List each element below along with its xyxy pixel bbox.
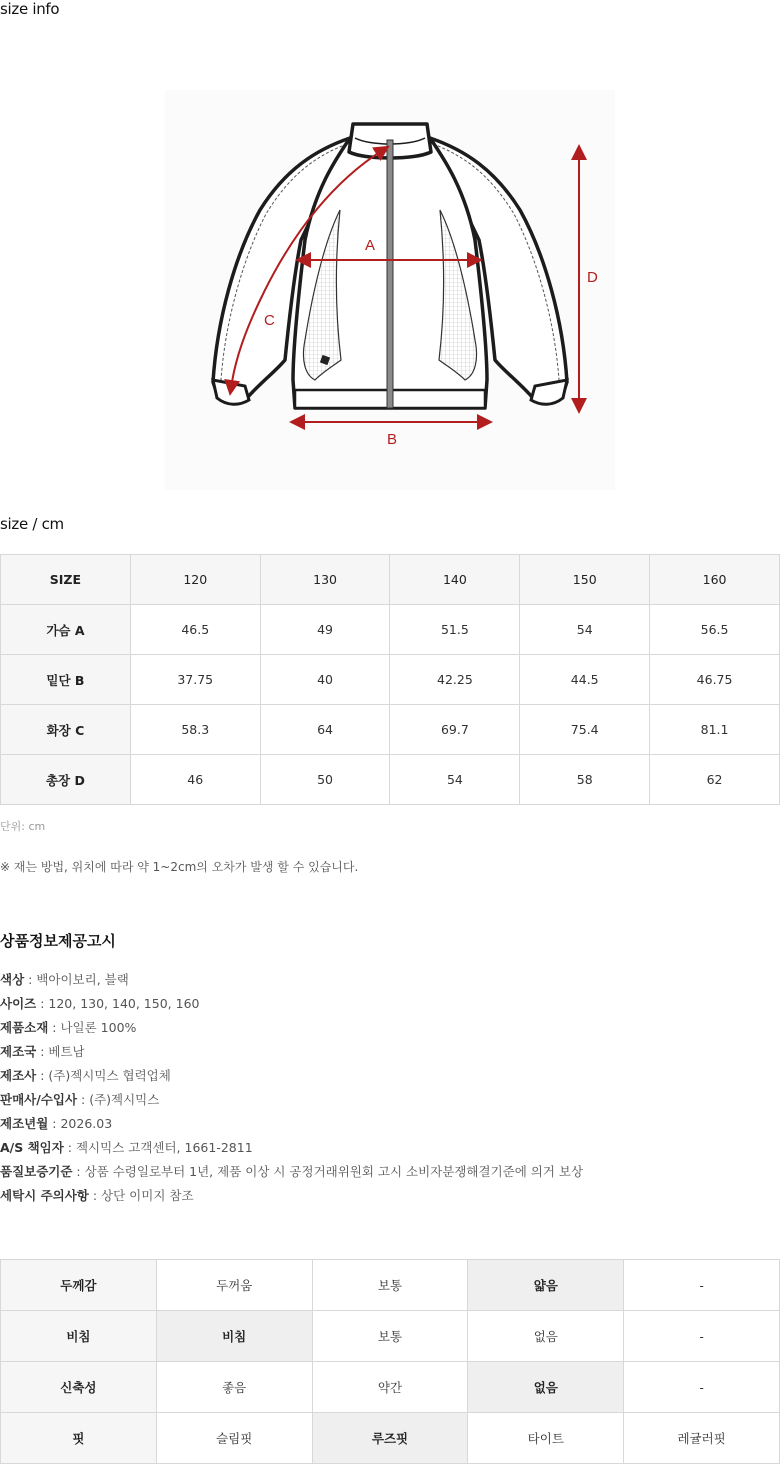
table-cell: 46 xyxy=(130,755,260,805)
row-label: 화장 C xyxy=(1,705,131,755)
label-c: C xyxy=(264,312,275,329)
notice-value: : 120, 130, 140, 150, 160 xyxy=(36,996,200,1011)
table-row xyxy=(1,1362,780,1413)
attribute-option: 타이트 xyxy=(468,1413,624,1464)
table-row xyxy=(1,755,780,805)
attribute-option: - xyxy=(624,1362,780,1413)
attribute-option: 얇음 xyxy=(468,1260,624,1311)
attribute-label: 비침 xyxy=(1,1311,157,1362)
notice-value: : 젝시믹스 고객센터, 1661-2811 xyxy=(63,1140,253,1155)
attribute-label: 신축성 xyxy=(1,1362,157,1413)
list-item xyxy=(0,970,583,994)
table-cell: 44.5 xyxy=(520,655,650,705)
notice-value: : 백아이보리, 블랙 xyxy=(24,972,129,987)
notice-label: 제조년월 xyxy=(0,1116,49,1131)
table-row xyxy=(1,1413,780,1464)
notice-label: 제조국 xyxy=(0,1044,37,1059)
notice-label: 색상 xyxy=(0,972,25,987)
notice-value: : 베트남 xyxy=(36,1044,85,1059)
list-item xyxy=(0,1114,583,1138)
attribute-option: - xyxy=(624,1311,780,1362)
table-cell: 42.25 xyxy=(390,655,520,705)
table-cell: 50 xyxy=(260,755,390,805)
attribute-label: 핏 xyxy=(1,1413,157,1464)
table-cell: 54 xyxy=(390,755,520,805)
notice-value: : 상단 이미지 참조 xyxy=(88,1188,194,1203)
notice-value: : (주)젝시믹스 협력업체 xyxy=(36,1068,171,1083)
notice-label: 사이즈 xyxy=(0,996,37,1011)
table-row xyxy=(1,1260,780,1311)
label-b: B xyxy=(387,431,398,448)
table-row xyxy=(1,605,780,655)
unit-note: 단위: cm xyxy=(0,820,46,833)
attribute-option: 좋음 xyxy=(156,1362,312,1413)
size-col-header: 140 xyxy=(390,555,520,605)
table-cell: 37.75 xyxy=(130,655,260,705)
size-col-header: 130 xyxy=(260,555,390,605)
table-cell: 40 xyxy=(260,655,390,705)
table-row xyxy=(1,655,780,705)
attribute-option: 슬림핏 xyxy=(156,1413,312,1464)
notice-label: 제품소재 xyxy=(0,1020,49,1035)
jacket-size-diagram xyxy=(165,90,615,490)
notice-label: 제조사 xyxy=(0,1068,37,1083)
table-cell: 75.4 xyxy=(520,705,650,755)
product-attribute-table xyxy=(0,1259,780,1464)
size-corner-cell: SIZE xyxy=(1,555,131,605)
table-cell: 64 xyxy=(260,705,390,755)
measurement-note: ※ 재는 방법, 위치에 따라 약 1~2cm의 오차가 발생 할 수 있습니다. xyxy=(0,860,359,874)
list-item xyxy=(0,1018,583,1042)
notice-label: 품질보증기준 xyxy=(0,1164,73,1179)
row-label: 밑단 B xyxy=(1,655,131,705)
table-cell: 46.5 xyxy=(130,605,260,655)
attribute-option: 보통 xyxy=(312,1311,468,1362)
table-cell: 58.3 xyxy=(130,705,260,755)
table-cell: 62 xyxy=(650,755,780,805)
size-col-header: 150 xyxy=(520,555,650,605)
notice-label: 판매사/수입사 xyxy=(0,1092,78,1107)
attribute-option: 없음 xyxy=(468,1311,624,1362)
attribute-option: 보통 xyxy=(312,1260,468,1311)
size-col-header: 160 xyxy=(650,555,780,605)
notice-label: A/S 책임자 xyxy=(0,1140,64,1155)
table-cell: 58 xyxy=(520,755,650,805)
row-label: 가슴 A xyxy=(1,605,131,655)
size-table xyxy=(0,554,780,805)
list-item xyxy=(0,1138,583,1162)
table-row xyxy=(1,705,780,755)
notice-label: 세탁시 주의사항 xyxy=(0,1188,89,1203)
attribute-option: 없음 xyxy=(468,1362,624,1413)
table-cell: 56.5 xyxy=(650,605,780,655)
attribute-option: 레귤러핏 xyxy=(624,1413,780,1464)
notice-value: : 상품 수령일로부터 1년, 제품 이상 시 공정거래위원회 고시 소비자분쟁해결기준에 의거 보상 xyxy=(72,1164,584,1179)
list-item xyxy=(0,1066,583,1090)
attribute-option: 약간 xyxy=(312,1362,468,1413)
list-item xyxy=(0,994,583,1018)
table-cell: 54 xyxy=(520,605,650,655)
list-item xyxy=(0,1042,583,1066)
attribute-option: 두꺼움 xyxy=(156,1260,312,1311)
table-cell: 46.75 xyxy=(650,655,780,705)
product-notice-list xyxy=(0,970,583,1210)
size-header-row xyxy=(1,555,780,605)
notice-value: : (주)젝시믹스 xyxy=(77,1092,160,1107)
table-cell: 69.7 xyxy=(390,705,520,755)
attribute-option: 비침 xyxy=(156,1311,312,1362)
label-a: A xyxy=(365,237,376,254)
table-cell: 49 xyxy=(260,605,390,655)
table-cell: 51.5 xyxy=(390,605,520,655)
size-col-header: 120 xyxy=(130,555,260,605)
table-cell: 81.1 xyxy=(650,705,780,755)
table-row xyxy=(1,1311,780,1362)
attribute-option: - xyxy=(624,1260,780,1311)
list-item xyxy=(0,1162,583,1186)
list-item xyxy=(0,1186,583,1210)
jacket-illustration xyxy=(165,90,615,490)
product-notice-title: 상품정보제공고시 xyxy=(0,932,116,950)
list-item xyxy=(0,1090,583,1114)
attribute-label: 두께감 xyxy=(1,1260,157,1311)
notice-value: : 2026.03 xyxy=(48,1116,113,1131)
notice-value: : 나일론 100% xyxy=(48,1020,137,1035)
size-info-heading: size info xyxy=(0,0,60,18)
label-d: D xyxy=(587,269,598,286)
size-cm-heading: size / cm xyxy=(0,515,64,533)
attribute-option: 루즈핏 xyxy=(312,1413,468,1464)
row-label: 총장 D xyxy=(1,755,131,805)
